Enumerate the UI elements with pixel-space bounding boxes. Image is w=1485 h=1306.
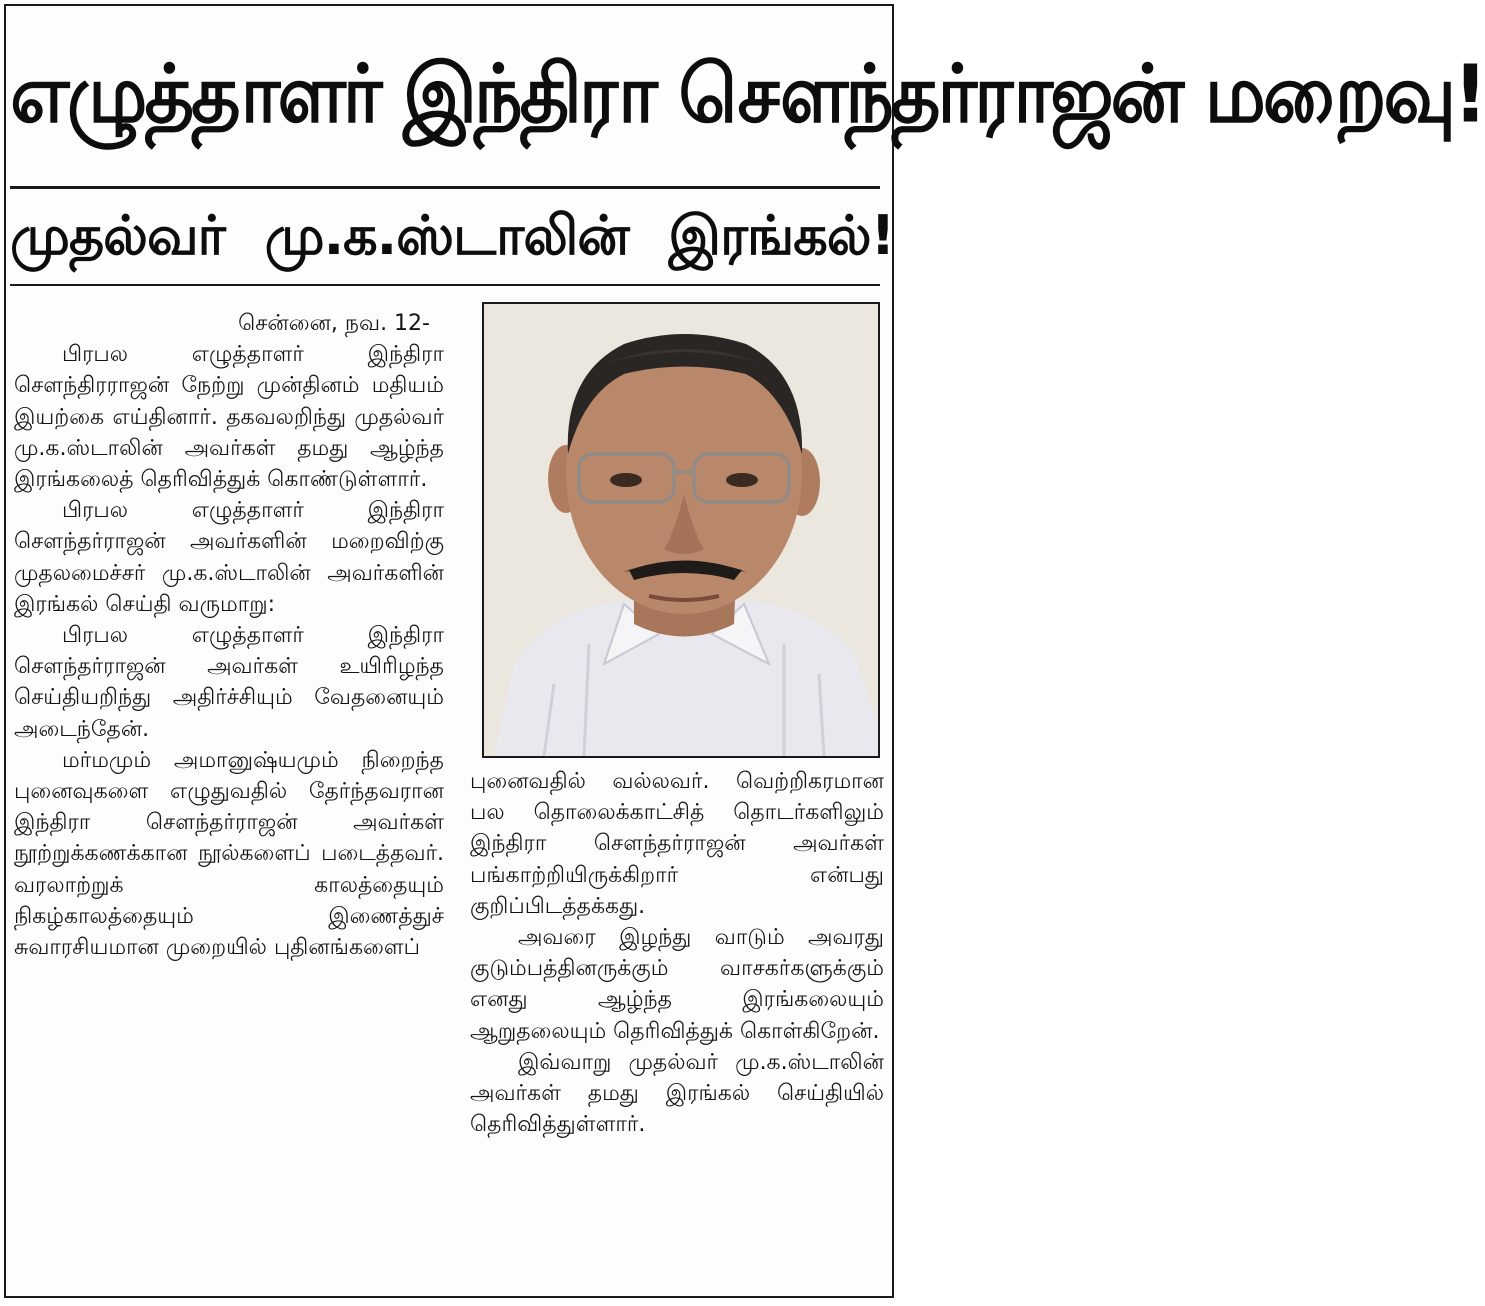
paragraph: பிரபல எழுத்தாளர் இந்திரா சௌந்திரராஜன் நேற்று முன்தினம் மதியம் இயற்கை எய்தினார். தகவலறிந்து முதல்வர் மு.க.ஸ்டாலின் அவர்கள் தமது ஆழ்ந்த இரங்கலைத் தெரிவித்துக் கொண்டுள்ளார். [14, 342, 444, 493]
left-column [14, 308, 444, 963]
portrait-photo [482, 302, 880, 758]
paragraph: மர்மமும் அமானுஷ்யமும் நிறைந்த புனைவுகளை எழுதுவதில் தேர்ந்தவரான இந்திரா சௌந்தர்ராஜன் அவர்கள் நூற்றுக்கணக்கான நூல்களைப் படைத்தவர். வரலாற்றுக் காலத்தையும் நிகழ்காலத்தையும் இணைத்துச் சுவாரசியமான முறையில் புதினங்களைப் [14, 747, 444, 961]
divider-rule [10, 186, 880, 189]
paragraph: பிரபல எழுத்தாளர் இந்திரா சௌந்தர்ராஜன் அவர்களின் மறைவிற்கு முதலமைச்சர் மு.க.ஸ்டாலின் அவர்களின் இரங்கல் செய்தி வருமாறு: [14, 498, 444, 617]
divider-rule-bottom [10, 284, 880, 286]
paragraph: புனைவதில் வல்லவர். வெற்றிகரமான பல தொலைக்காட்சித் தொடர்களிலும் இந்திரா சௌந்தர்ராஜன் அவர்கள் பங்காற்றியிருக்கிறார் என்பது குறிப்பிடத்தக்கது. [470, 769, 884, 919]
dateline: சென்னை, நவ. 12- [238, 311, 430, 336]
headline: எழுத்தாளர் இந்திரா சௌந்தர்ராஜன் மறைவு! [10, 46, 1485, 141]
portrait-illustration [484, 304, 878, 756]
subheadline: முதல்வர் மு.க.ஸ்டாலின் இரங்கல்! [10, 204, 895, 267]
paragraph: பிரபல எழுத்தாளர் இந்திரா சௌந்தர்ராஜன் அவர்கள் உயிரிழந்த செய்தியறிந்து அதிர்ச்சியும் வேதனையும் அடைந்தேன். [14, 623, 444, 742]
right-column [470, 766, 884, 1140]
paragraph: அவரை இழந்து வாடும் அவரது குடும்பத்தினருக்கும் வாசகர்களுக்கும் எனது ஆழ்ந்த இரங்கலையும் ஆறுதலையும் தெரிவித்துக் கொள்கிறேன். [470, 925, 884, 1044]
paragraph: இவ்வாறு முதல்வர் மு.க.ஸ்டாலின் அவர்கள் தமது இரங்கல் செய்தியில் தெரிவித்துள்ளார். [470, 1049, 884, 1138]
